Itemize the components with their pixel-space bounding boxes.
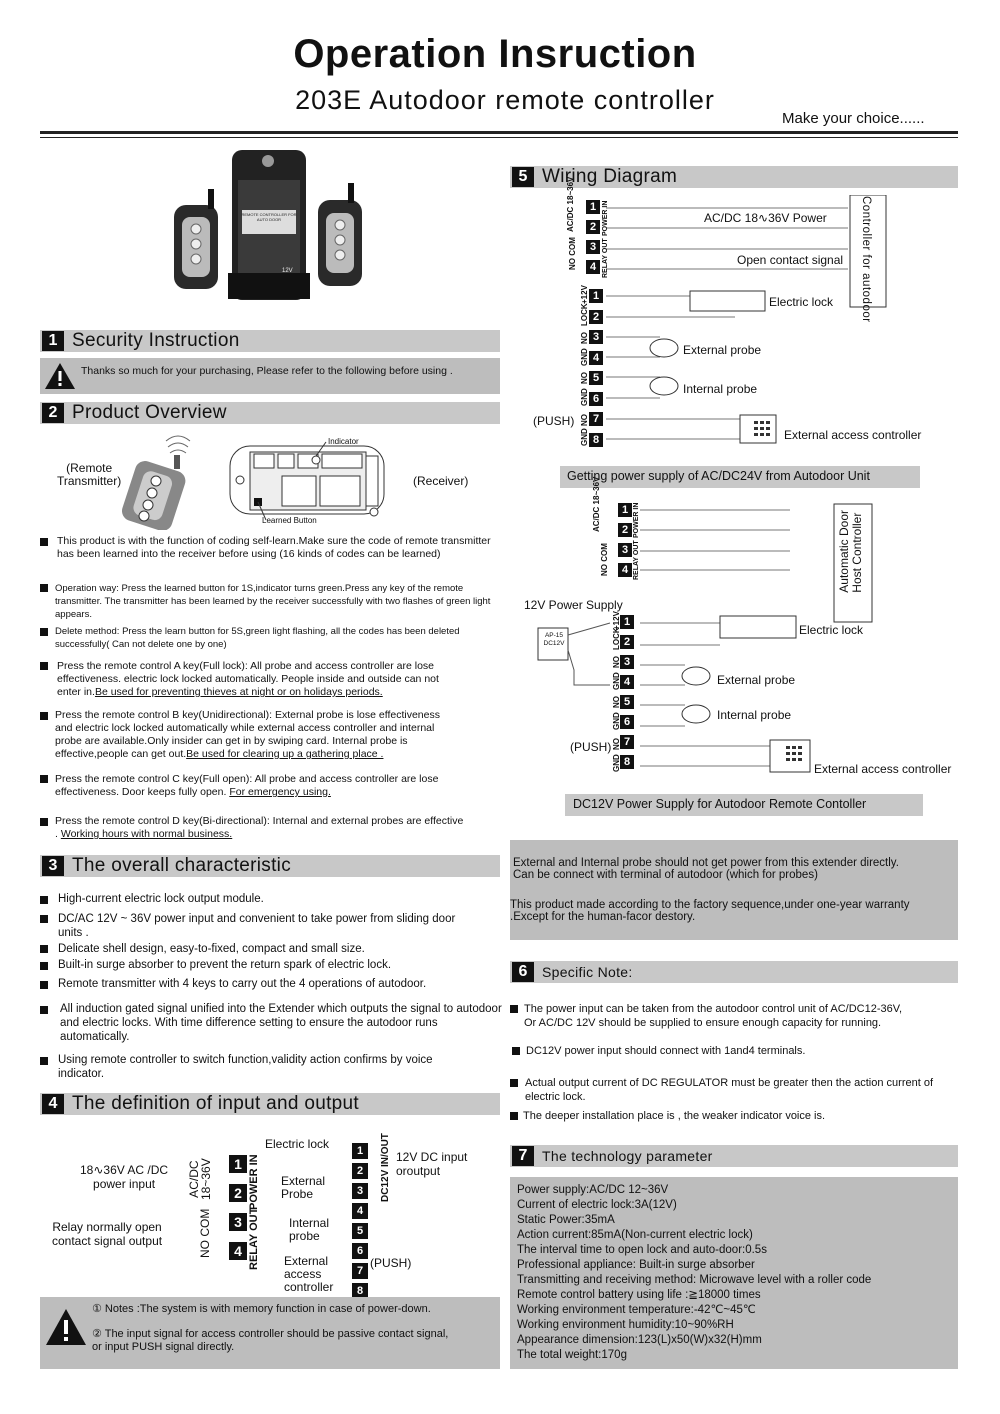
section-1-header <box>40 330 500 352</box>
device-voltage: 12V <box>282 268 293 274</box>
section-number: 4 <box>42 1094 64 1114</box>
diagram-1-caption: Getting power supply of AC/DC24V from Autodoor Unit <box>560 466 920 488</box>
security-text: Thanks so much for your purchasing, Please refer to the following before using . <box>81 365 453 377</box>
terminal-pin: 3 <box>618 543 632 557</box>
external-access-label: External access controller <box>784 428 922 442</box>
note-2: ② The input signal for access controller should be passive contact signal, or input PUSH signal directly. <box>92 1328 449 1353</box>
pin-label: GND <box>580 388 589 406</box>
terminal-pin: 3 <box>586 240 600 254</box>
section-6-header <box>510 961 958 983</box>
dc12-inout-label: DC12V IN/OUT <box>380 1133 391 1202</box>
tech-param: Professional appliance: Built-in surge absorber <box>517 1259 755 1271</box>
bullet <box>510 1079 518 1087</box>
probe-warranty-box <box>510 840 958 940</box>
note-1: ① Notes :The system is with memory function in case of power-down. <box>92 1303 431 1315</box>
bullet <box>40 584 48 592</box>
probe-note: External and Internal probe should not get power from this extender directly. Can be connect with terminal of autodoor (which for probes) <box>513 857 899 881</box>
terminal-pin: 2 <box>620 635 634 649</box>
bullet <box>40 775 48 783</box>
bullet <box>512 1047 520 1055</box>
diagram-2-caption: DC12V Power Supply for Autodoor Remote Contoller <box>565 794 923 816</box>
pin-label: GND <box>580 428 589 446</box>
overview-item-text: Press the remote control C key(Full open): All probe and access controller are lose effectiveness. Door keeps fully open. <box>55 773 439 798</box>
product-photo <box>168 145 390 315</box>
remote-transmitter-illustration <box>120 425 200 530</box>
terminal-block-right <box>352 1143 368 1299</box>
terminal-pin: 1 <box>589 289 603 303</box>
terminal-pin: 1 <box>229 1155 247 1173</box>
note-item: The deeper installation place is , the weaker indicator voice is. <box>523 1110 826 1122</box>
tech-param: Working environment temperature:-42℃~45℃ <box>517 1304 756 1316</box>
relay-out-label: RELAY OUT <box>248 1207 260 1270</box>
acdc-power-label: AC/DC 18∿36V Power <box>704 211 827 225</box>
section-title: The technology parameter <box>542 1148 713 1164</box>
power-input-label: 18∿36V AC /DC power input <box>80 1163 169 1191</box>
terminal-pin: 4 <box>352 1203 368 1219</box>
page-subtitle: 203E Autodoor remote controller <box>295 85 715 115</box>
external-probe-label: External probe <box>683 343 762 357</box>
section-title: Specific Note: <box>542 964 633 980</box>
section-title: Security Instruction <box>72 330 240 351</box>
terminal-pin: 3 <box>620 655 634 669</box>
receiver-label: (Receiver) <box>413 474 469 488</box>
terminal-pin: 2 <box>229 1184 247 1202</box>
acdc-label: AC/DC 18~36V <box>187 1158 213 1200</box>
terminal-pin: 4 <box>589 351 603 365</box>
device-label: REMOTE CONTROLLER FOR AUTO DOOR <box>241 212 297 222</box>
terminal-block-d1a <box>586 200 600 274</box>
internal-probe-label: Internal probe <box>717 708 792 722</box>
terminal-pin: 1 <box>586 200 600 214</box>
feature-item: All induction gated signal unified into the Extender which outputs the signal to autodoor and electric locks. With time difference setting to ensure the autodoor runs automatically. <box>60 1003 502 1043</box>
terminal-pin: 4 <box>586 260 600 274</box>
note-item: DC12V power input should connect with 1and4 terminals. <box>526 1045 806 1057</box>
tech-param: The interval time to open lock and auto-door:0.5s <box>517 1244 767 1256</box>
overview-item <box>55 815 465 841</box>
pin-label: GND <box>612 672 621 690</box>
page-title: Operation Insruction <box>293 32 697 76</box>
indicator-label: Indicator <box>328 437 359 446</box>
terminal-block-d2b <box>620 615 634 769</box>
terminal-pin: 8 <box>352 1283 368 1299</box>
relay-out-label: RELAY OUT <box>602 238 609 278</box>
overview-item <box>57 535 497 561</box>
terminal-pin: 3 <box>229 1213 247 1231</box>
overview-item <box>55 773 455 799</box>
terminal-pin: 7 <box>589 412 603 426</box>
overview-item-emphasis: Be used for clearing up a gathering place . <box>186 748 384 760</box>
wiring-diagram-2-lines <box>530 500 960 780</box>
tech-param: Power supply:AC/DC 12~36V <box>517 1184 669 1196</box>
push-label: (PUSH) <box>533 414 575 428</box>
internal-probe-label: Internal probe <box>289 1216 330 1243</box>
terminal-pin: 7 <box>620 735 634 749</box>
open-contact-label: Open contact signal <box>737 253 844 267</box>
terminal-pin: 6 <box>620 715 634 729</box>
terminal-pin: 2 <box>352 1163 368 1179</box>
bullet <box>40 945 48 953</box>
terminal-block-d2a <box>618 503 632 577</box>
bullet <box>40 981 48 989</box>
terminal-pin: 8 <box>620 755 634 769</box>
section-number: 5 <box>512 167 534 187</box>
warning-icon <box>43 361 77 391</box>
bullet <box>40 1057 48 1065</box>
terminal-pin: 2 <box>586 220 600 234</box>
section-title: Wiring Diagram <box>542 166 678 187</box>
terminal-pin: 6 <box>589 392 603 406</box>
overview-item-text: Press the remote control A key(Full lock): All probe and access controller are lose effectiveness. electric lock locked automatically. People inside and outside can not enter in. <box>57 660 439 698</box>
external-access-label: External access controller <box>814 762 952 776</box>
electric-lock-label: Electric lock <box>265 1137 330 1151</box>
electric-lock-label: Electric lock <box>799 623 864 637</box>
section-number: 2 <box>42 403 64 423</box>
pin-label: NO <box>580 414 589 426</box>
overview-item-emphasis: Working hours with normal business. <box>60 828 233 840</box>
host-controller-label: Automatic Door Host Controller <box>837 510 864 593</box>
section-title: The overall characteristic <box>72 855 291 876</box>
section-3-header <box>40 855 500 877</box>
section-number: 3 <box>42 856 64 876</box>
terminal-pin: 5 <box>589 371 603 385</box>
pin-label: GND <box>612 754 621 772</box>
feature-item: Delicate shell design, easy-to-fixed, compact and small size. <box>58 943 365 955</box>
push-label: (PUSH) <box>370 1256 412 1270</box>
notes-box <box>40 1297 500 1369</box>
acdc-label: AC/DC 18~36V <box>566 176 575 232</box>
warranty-note: This product made according to the factory sequence,under one-year warranty .Except for the human-facor destory. <box>510 899 910 923</box>
external-probe-label: External probe <box>717 673 796 687</box>
terminal-pin: 1 <box>618 503 632 517</box>
tech-param: Working environment humidity:10~90%RH <box>517 1319 734 1331</box>
controller-vertical-label: Controller for autodoor <box>860 196 872 323</box>
tech-param: Remote control battery using life :≧18000 times <box>517 1289 761 1301</box>
section-number: 1 <box>42 331 64 351</box>
pin-label: NO <box>580 332 589 344</box>
overview-item-text: Press the remote control D key(Bi-directional): Internal and external probes are effective . <box>55 815 464 840</box>
pin-label: LOCK <box>580 303 589 326</box>
terminal-pin: 3 <box>352 1183 368 1199</box>
section-2-header <box>40 402 500 424</box>
power-in-label: POWER IN <box>248 1154 260 1210</box>
nocom-label: NO COM <box>198 1208 212 1258</box>
receiver-illustration <box>228 440 386 522</box>
tech-params-box <box>510 1177 958 1369</box>
note-item: The power input can be taken from the autodoor control unit of AC/DC12-36V, Or AC/DC 12V should be supplied to ensure enough capacity for running. <box>524 1003 903 1029</box>
bullet <box>40 662 48 670</box>
pin-label: NO <box>580 372 589 384</box>
transmitter-label: (Remote Transmitter) <box>57 461 122 488</box>
pin-label: NO <box>612 738 621 750</box>
section-title: The definition of input and output <box>72 1093 359 1114</box>
feature-item: Remote transmitter with 4 keys to carry out the 4 operations of autodoor. <box>58 978 427 990</box>
section-5-header <box>510 166 958 188</box>
pin-label: NO <box>612 656 621 668</box>
section-7-header <box>510 1145 958 1167</box>
terminal-pin: 5 <box>352 1223 368 1239</box>
terminal-pin: 2 <box>589 310 603 324</box>
terminal-pin: 8 <box>589 433 603 447</box>
section-4-header <box>40 1093 500 1115</box>
bullet <box>510 1005 518 1013</box>
note-item: Actual output current of DC REGULATOR must be greater then the action current of electric lock. <box>525 1077 934 1103</box>
terminal-pin: 5 <box>620 695 634 709</box>
tech-param: Appearance dimension:123(L)x50(W)x32(H)mm <box>517 1334 762 1346</box>
header-rule <box>40 131 958 134</box>
nocom-label: NO COM <box>600 543 609 576</box>
overview-item <box>57 660 457 699</box>
terminal-block-d1b <box>589 289 603 447</box>
bullet <box>40 712 48 720</box>
terminal-pin: 3 <box>589 330 603 344</box>
tech-param: Action current:85mA(Non-current electric lock) <box>517 1229 753 1241</box>
overview-item <box>55 625 495 651</box>
section-number: 6 <box>512 962 534 982</box>
external-access-label: External access controller <box>284 1254 334 1294</box>
section-number: 7 <box>512 1146 534 1166</box>
electric-lock-label: Electric lock <box>769 295 834 309</box>
pin-label: GND <box>612 712 621 730</box>
terminal-pin: 4 <box>620 675 634 689</box>
tech-param: Transmitting and receiving method: Microwave level with a roller code <box>517 1274 872 1286</box>
pin-label: NO <box>612 696 621 708</box>
overview-item-emphasis: Be used for preventing thieves at night or on holidays periods. <box>94 686 383 698</box>
pin-label: GND <box>580 348 589 366</box>
bullet <box>40 538 48 546</box>
bullet <box>40 818 48 826</box>
relay-out-label: RELAY OUT <box>633 540 640 580</box>
power-in-label: POWER IN <box>602 200 609 236</box>
terminal-pin: 4 <box>618 563 632 577</box>
terminal-pin: 4 <box>229 1242 247 1260</box>
bullet <box>40 628 48 636</box>
section-title: Product Overview <box>72 402 227 423</box>
dc-input-label: 12V DC input oroutput <box>396 1150 468 1178</box>
nocom-label: NO COM <box>568 237 577 270</box>
overview-item-text: Delete method: Press the learn button for 5S,green light flashing, all the codes has been deleted successfully( Can not delete one by one) <box>55 626 460 650</box>
pin-label: +12V <box>612 611 621 630</box>
terminal-pin: 6 <box>352 1243 368 1259</box>
feature-item: Using remote controller to switch function,validity action confirms by voice indicator. <box>58 1054 433 1080</box>
tech-param: Current of electric lock:3A(12V) <box>517 1199 677 1211</box>
overview-item-text: Press the remote control B key(Unidirectional): External probe is lose effectiveness and electric lock locked automatically while external access controller and internal probe are available.Only insider can get in by swiping card. Internal probe is effective,people can get out. <box>55 709 440 760</box>
external-probe-label: External Probe <box>281 1174 326 1201</box>
overview-item-text: Operation way: Press the learned button for 1S,indicator turns green.Press any key of the remote transmitter. The transmitter has been learned by the receiver successfully with two flashes of green light appears. <box>55 583 491 620</box>
header-rule-thin <box>40 137 958 138</box>
psu-box-label: AP-15 DC12V <box>543 632 565 647</box>
tech-param: Static Power:35mA <box>517 1214 615 1226</box>
bullet <box>40 1006 48 1014</box>
warning-icon <box>44 1307 88 1347</box>
bullet <box>40 896 48 904</box>
tagline: Make your choice...... <box>782 110 925 127</box>
psu-label: 12V Power Supply <box>524 598 623 612</box>
feature-item: High-current electric lock output module. <box>58 893 264 905</box>
feature-item: DC/AC 12V ~ 36V power input and convenient to take power from sliding door units . <box>58 913 456 939</box>
terminal-block-left <box>229 1155 247 1260</box>
push-label: (PUSH) <box>570 740 612 754</box>
security-box <box>40 358 500 394</box>
feature-item: Built-in surge absorber to prevent the return spark of electric lock. <box>58 959 392 971</box>
bullet <box>40 962 48 970</box>
internal-probe-label: Internal probe <box>683 382 758 396</box>
power-in-label: POWER IN <box>633 502 640 538</box>
overview-item-text: This product is with the function of coding self-learn.Make sure the code of remote transmitter has been learned into the receiver before using (16 kinds of codes can be learned) <box>57 535 491 560</box>
terminal-pin: 2 <box>618 523 632 537</box>
overview-item-emphasis: For emergency using. <box>229 786 331 798</box>
acdc-label: AC/DC 18~36V <box>592 476 601 532</box>
terminal-pin: 1 <box>620 615 634 629</box>
overview-item <box>55 582 505 621</box>
bullet <box>40 915 48 923</box>
tech-param: The total weight:170g <box>517 1349 627 1361</box>
learned-button-label: Learned Button <box>262 516 317 525</box>
overview-item <box>55 709 460 761</box>
bullet <box>510 1112 518 1120</box>
pin-label: LOCK <box>612 627 621 650</box>
terminal-pin: 7 <box>352 1263 368 1279</box>
terminal-pin: 1 <box>352 1143 368 1159</box>
relay-output-label: Relay normally open contact signal output <box>52 1220 163 1248</box>
pin-label: +12V <box>580 285 589 304</box>
